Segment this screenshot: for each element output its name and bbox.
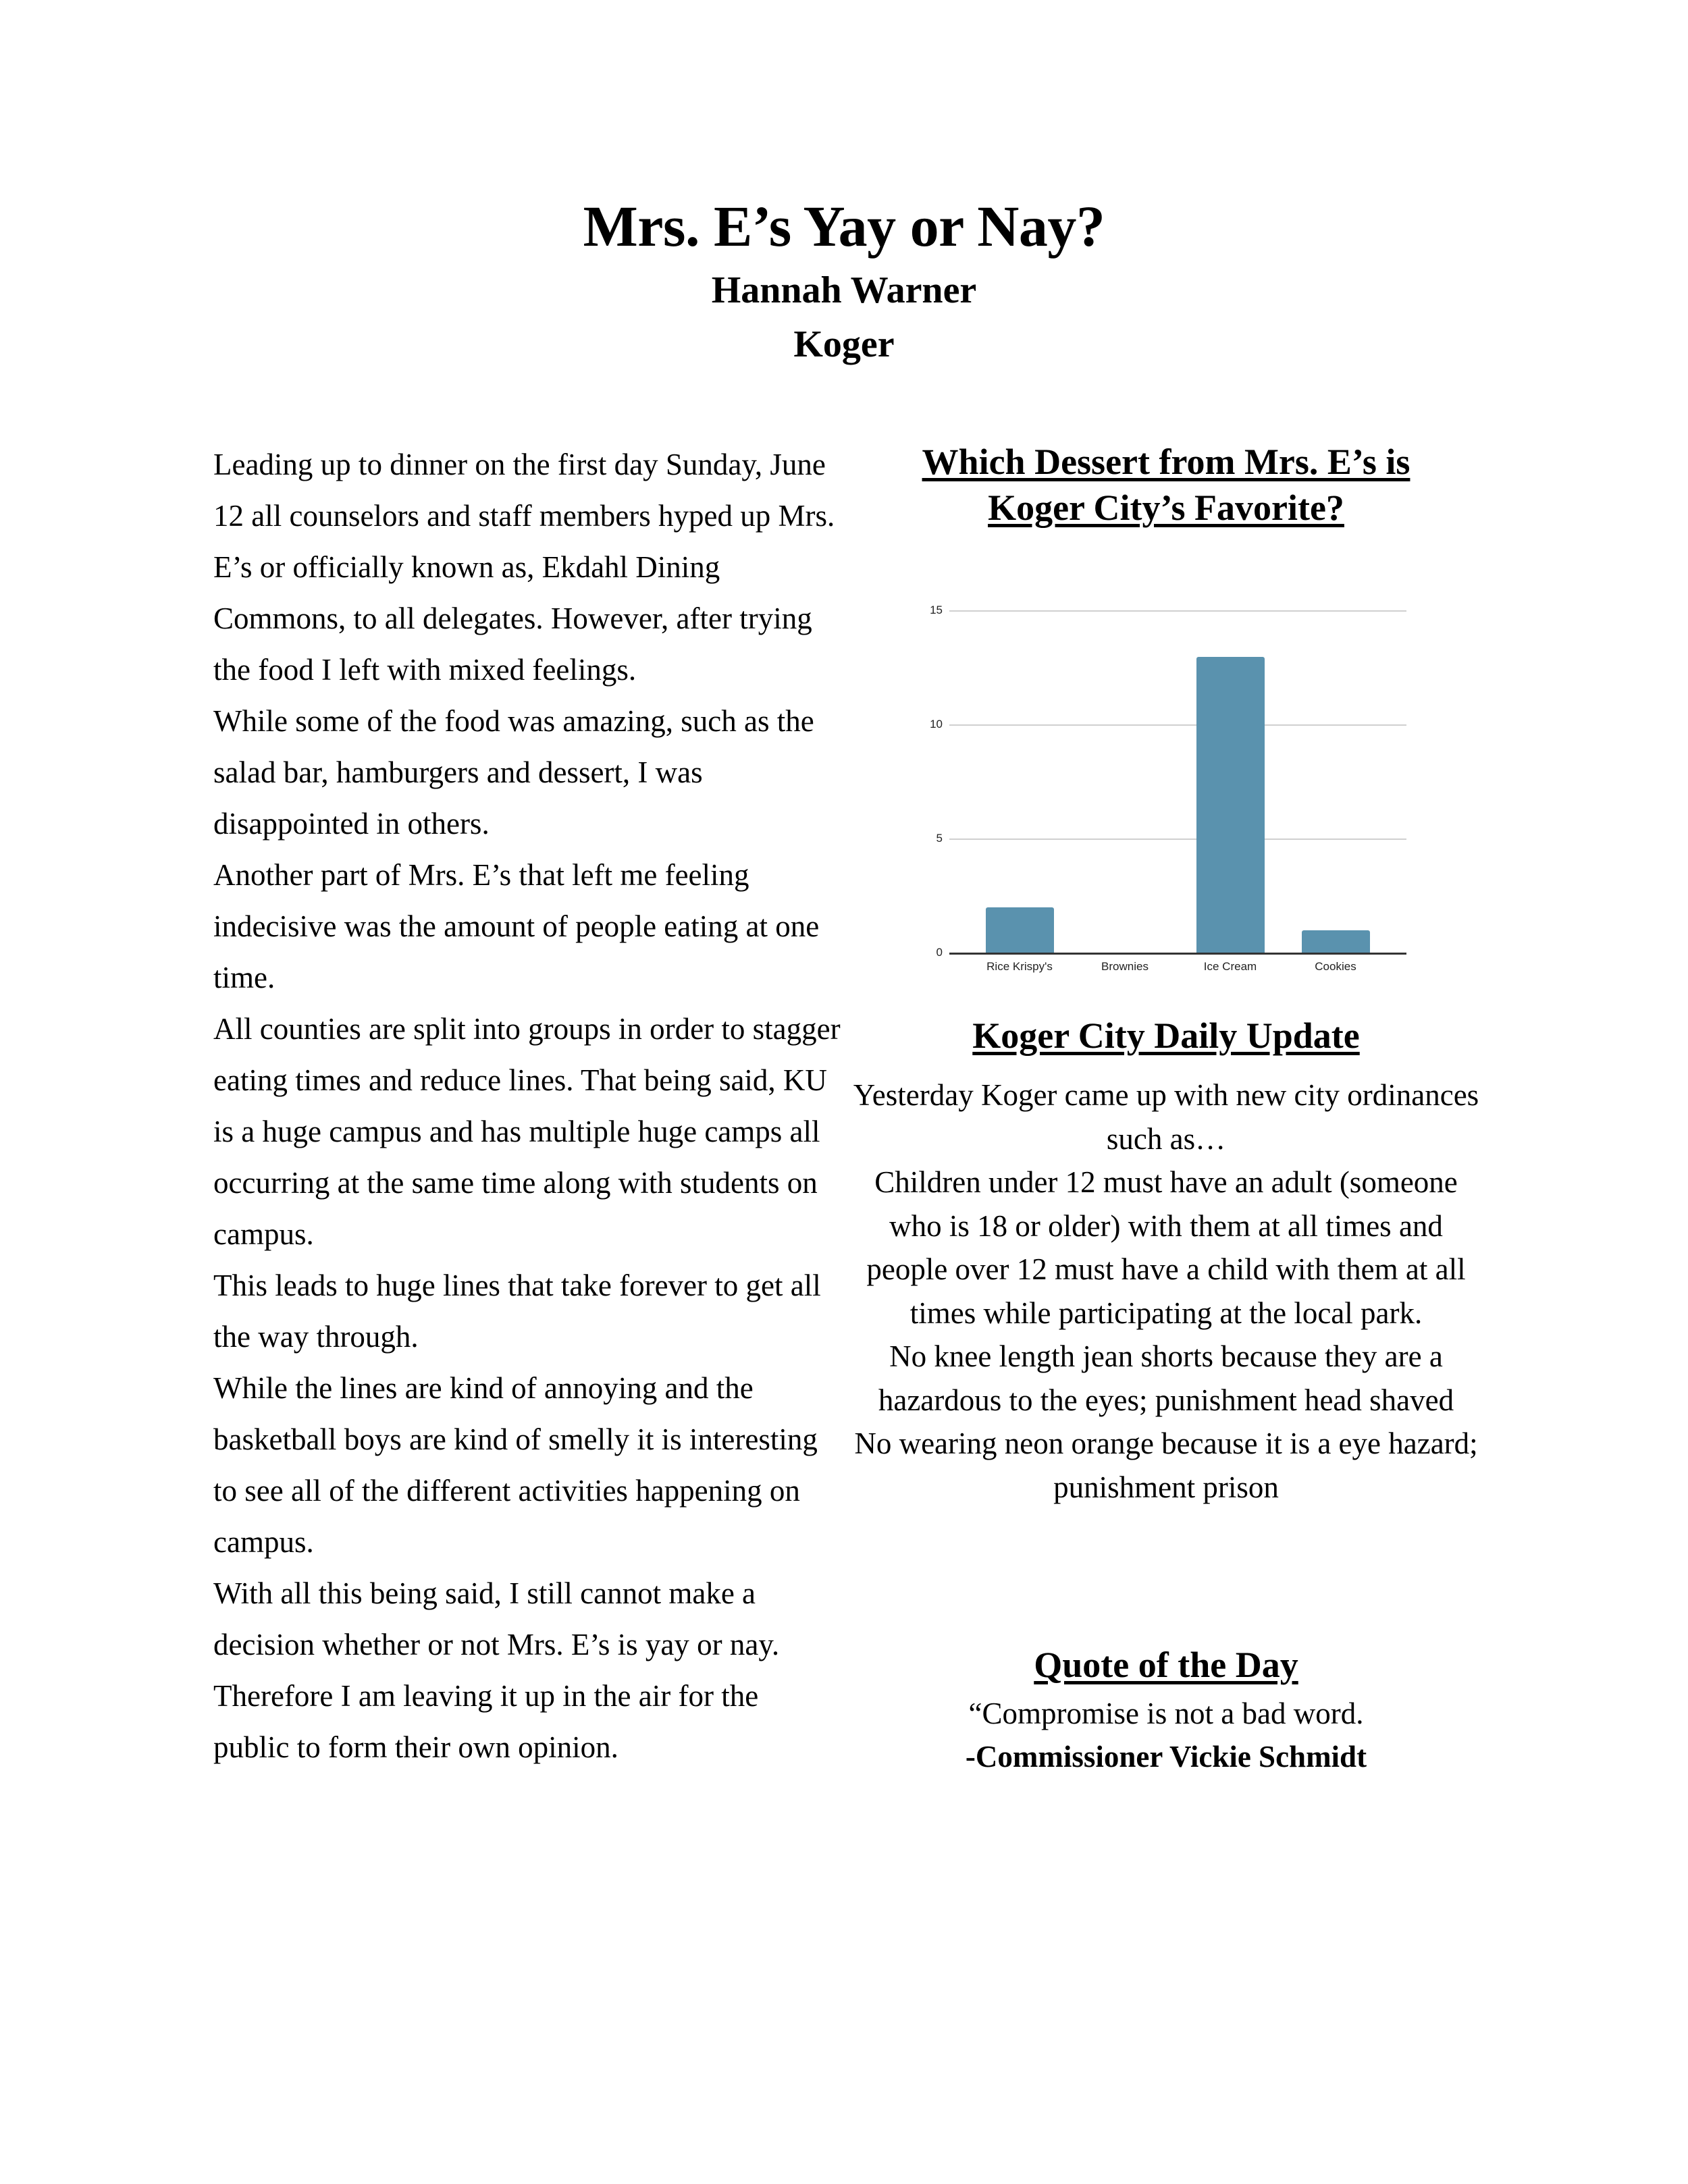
quote-section	[852, 1642, 1480, 1778]
update-paragraph: Yesterday Koger came up with new city ordinances such as…	[853, 1078, 1479, 1156]
quote-text: “Compromise is not a bad word.	[968, 1697, 1364, 1730]
article-paragraph: Leading up to dinner on the first day Sunday, June 12 all counselors and staff members hyped up Mrs. E’s or officially known as, Ekdahl Dining Commons, to all delegates. However, after trying the food I left with mixed feelings.	[213, 448, 835, 687]
y-axis-tick-label: 0	[936, 946, 943, 959]
x-axis-tick-label: Cookies	[1315, 960, 1356, 973]
x-axis-line	[949, 953, 1406, 955]
update-paragraph: No knee length jean shorts because they are a hazardous to the eyes; punishment head shaved	[878, 1339, 1454, 1417]
article-paragraph: All counties are split into groups in order to stagger eating times and reduce lines. That being said, KU is a huge campus and has multiple huge camps all occurring at the same time along with students on campus.	[213, 1012, 841, 1251]
chart-heading-line2: Koger City’s Favorite?	[988, 487, 1344, 528]
dessert-bar-chart	[852, 581, 1480, 986]
gridline	[949, 838, 1406, 840]
gridline	[949, 724, 1406, 726]
article-paragraph: While some of the food was amazing, such as the salad bar, hamburgers and dessert, I was disappointed in others.	[213, 704, 814, 841]
daily-update-section	[852, 1013, 1480, 1509]
article-paragraph: This leads to huge lines that take forever to get all the way through.	[213, 1269, 821, 1354]
daily-update-body	[852, 1073, 1480, 1509]
update-paragraph: No wearing neon orange because it is a eye hazard; punishment prison	[854, 1427, 1478, 1504]
article-paragraph: With all this being said, I still cannot make a decision whether or not Mrs. E’s is yay or nay. Therefore I am leaving it up in the air for the public to form their own opinion.	[213, 1576, 780, 1764]
chart-section	[852, 439, 1480, 531]
article-title: Mrs. E’s Yay or Nay?	[583, 194, 1105, 259]
article-paragraph: While the lines are kind of annoying and the basketball boys are kind of smelly it is interesting to see all of the different activities happening on campus.	[213, 1371, 818, 1559]
daily-update-heading: Koger City Daily Update	[972, 1015, 1360, 1056]
y-axis-tick-label: 10	[930, 718, 943, 730]
author-name: Hannah Warner	[711, 269, 977, 311]
bar	[986, 907, 1054, 953]
x-axis-tick-label: Rice Krispy's	[986, 960, 1053, 973]
quote-attribution: -Commissioner Vickie Schmidt	[965, 1740, 1367, 1774]
x-axis-tick-label: Ice Cream	[1203, 960, 1257, 973]
x-axis-tick-label: Brownies	[1101, 960, 1149, 973]
chart-heading	[852, 439, 1480, 531]
article-header	[0, 189, 1688, 371]
y-axis-tick-label: 5	[936, 832, 943, 845]
update-paragraph: Children under 12 must have an adult (someone who is 18 or older) with them at all times and people over 12 must have a child with them at all times while participating at the local park.	[866, 1165, 1466, 1330]
y-axis-tick-label: 15	[930, 604, 943, 616]
quote-heading: Quote of the Day	[1034, 1645, 1298, 1685]
bar	[1196, 657, 1265, 953]
article-paragraph: Another part of Mrs. E’s that left me feeling indecisive was the amount of people eating at one time.	[213, 858, 820, 994]
city-name: Koger	[793, 323, 895, 365]
gridline	[949, 610, 1406, 612]
bar	[1302, 930, 1370, 953]
chart-heading-line1: Which Dessert from Mrs. E’s is	[922, 442, 1410, 482]
article-body	[213, 439, 841, 1773]
